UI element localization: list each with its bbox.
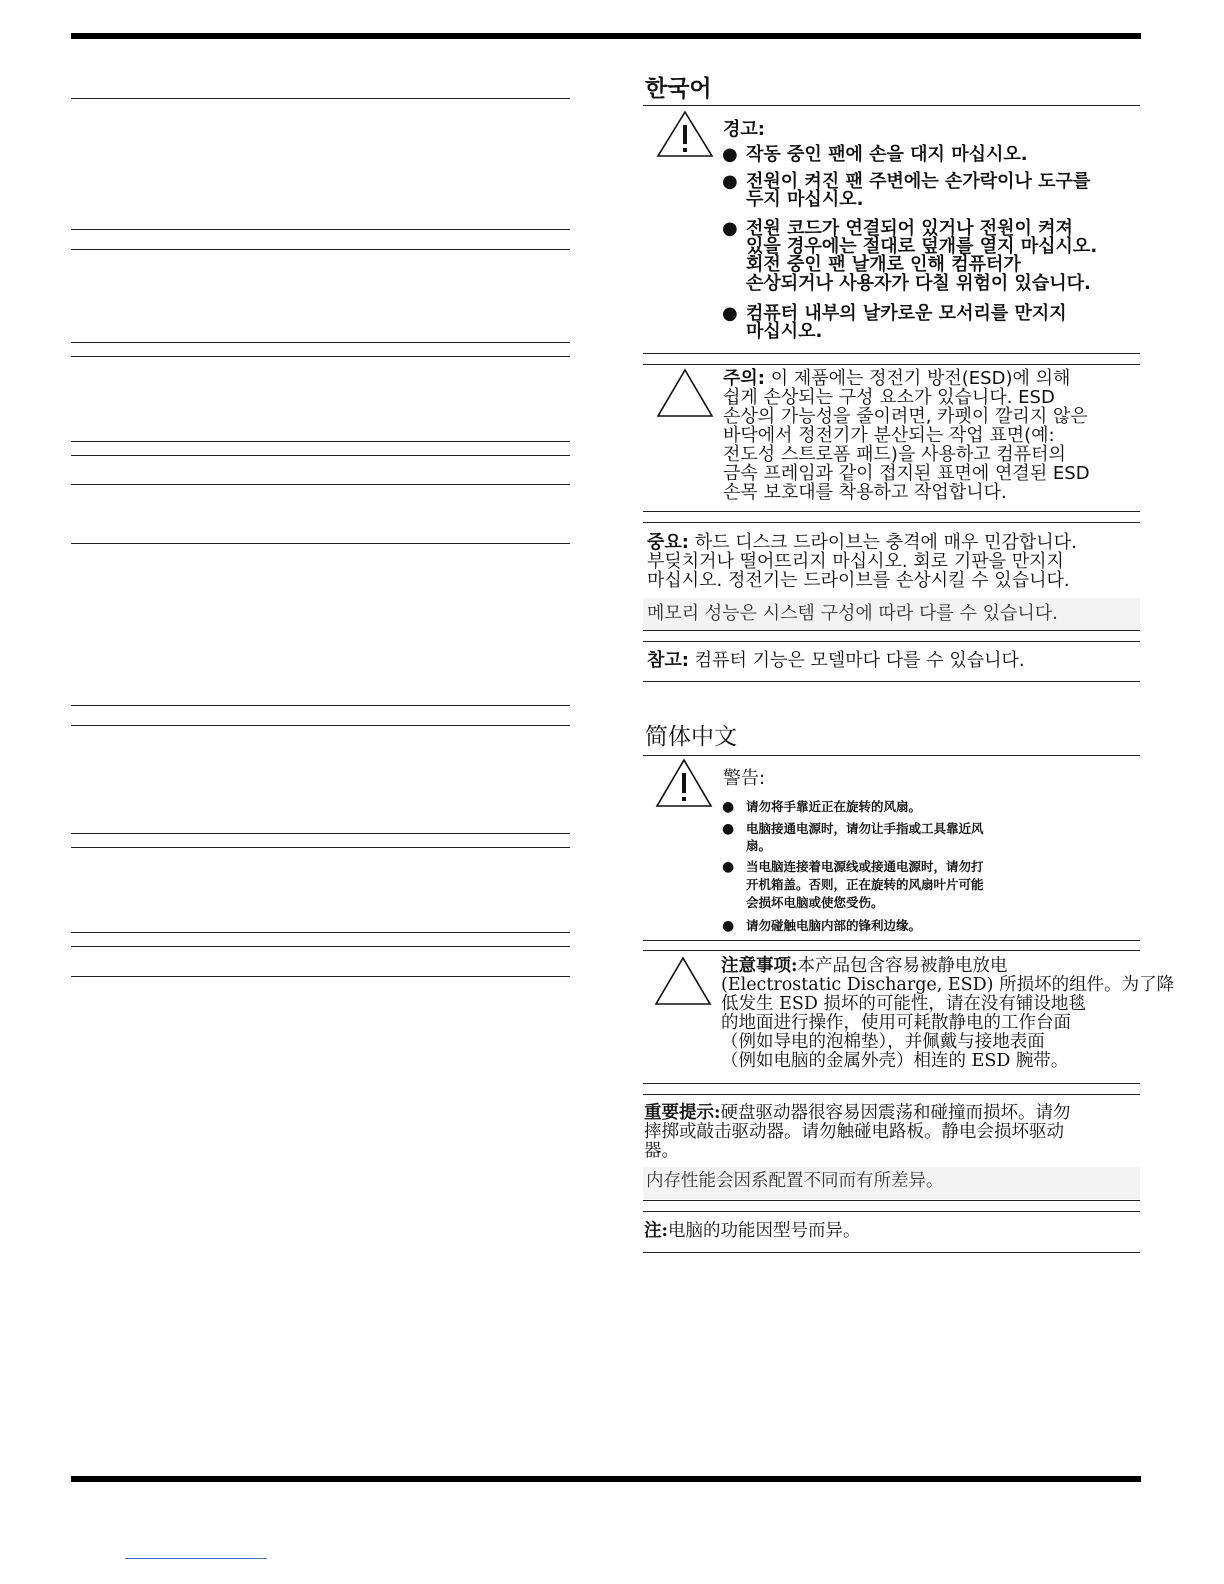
bullet-icon: ● xyxy=(722,218,738,239)
warning-exclamation-triangle-icon xyxy=(656,110,714,158)
section-rule xyxy=(643,1094,1140,1095)
chinese-warning-label: 警告: xyxy=(723,768,766,789)
chinese-warning-item-text: 会损坏电脑或使您受伤。 xyxy=(746,895,884,910)
caution-triangle-icon xyxy=(656,368,714,418)
chinese-warning-item-text: 请勿碰触电脑内部的锋利边缘。 xyxy=(746,918,922,933)
chinese-heading: 简体中文 xyxy=(645,724,737,750)
left-rule xyxy=(71,833,570,834)
chinese-warning-item-text: 开机箱盖。否则，正在旋转的风扇叶片可能 xyxy=(746,877,984,892)
korean-caution-line: 이 제품에는 정전기 방전(ESD)에 의해 xyxy=(770,368,1071,389)
korean-warning-item-text: 컴퓨터 내부의 날카로운 모서리를 만지지 xyxy=(746,303,1067,324)
chinese-caution-line: 低发生 ESD 损坏的可能性，请在没有铺设地毯 xyxy=(721,994,1086,1014)
chinese-caution-line: （例如电脑的金属外壳）相连的 ESD 腕带。 xyxy=(721,1051,1069,1071)
korean-caution-line: 손목 보호대를 착용하고 작업합니다. xyxy=(723,482,1007,503)
korean-warning-item-text: 전원이 켜진 팬 주변에는 손가락이나 도구를 xyxy=(746,171,1091,192)
korean-heading: 한국어 xyxy=(645,76,712,102)
section-rule xyxy=(643,353,1140,354)
footer-underline xyxy=(125,1558,267,1559)
korean-caution-line: 쉽게 손상되는 구성 요소가 있습니다. ESD xyxy=(723,387,1055,408)
section-rule xyxy=(643,681,1140,682)
korean-caution-line: 바닥에서 정전기가 분산되는 작업 표면(예: xyxy=(723,425,1055,446)
korean-note xyxy=(647,651,1025,670)
korean-note-text: 컴퓨터 기능은 모델마다 다를 수 있습니다. xyxy=(694,650,1025,671)
chinese-caution xyxy=(721,957,1174,1071)
left-rule xyxy=(71,441,570,442)
korean-caution-line: 전도성 스트로폼 패드)을 사용하고 컴퓨터의 xyxy=(723,444,1066,465)
korean-warning-label: 경고: xyxy=(723,119,765,140)
section-rule xyxy=(643,364,1140,365)
section-rule xyxy=(643,1252,1140,1253)
chinese-warning-item-text: 当电脑连接着电源线或接通电源时，请勿打 xyxy=(746,859,984,874)
chinese-important-line: 器。 xyxy=(644,1141,679,1161)
chinese-caution-label: 注意事项: xyxy=(721,956,798,976)
chinese-caution-line: 的地面进行操作，使用可耗散静电的工作台面 xyxy=(721,1013,1071,1033)
section-rule xyxy=(643,1200,1140,1201)
left-rule xyxy=(71,543,570,544)
section-rule xyxy=(643,105,1140,106)
section-rule xyxy=(643,1211,1140,1212)
left-rule xyxy=(71,847,570,848)
warning-exclamation-triangle-icon xyxy=(655,758,713,808)
bottom-rule xyxy=(71,1476,1141,1482)
section-rule xyxy=(643,755,1140,756)
chinese-warning-item-text: 扇。 xyxy=(746,838,772,853)
korean-warning-item-text: 작동 중인 팬에 손을 대지 마십시오. xyxy=(746,144,1028,165)
left-rule xyxy=(71,98,570,99)
bullet-icon: ● xyxy=(722,171,738,192)
korean-important-label: 중요: xyxy=(647,532,689,553)
bullet-icon: ● xyxy=(722,144,738,165)
korean-note-label: 참고: xyxy=(647,650,689,671)
chinese-warning-item-text: 请勿将手靠近正在旋转的风扇。 xyxy=(746,799,922,814)
section-rule xyxy=(643,511,1140,512)
korean-warning-item-text: 있을 경우에는 절대로 덮개를 열지 마십시오. xyxy=(746,236,1098,257)
caution-triangle-icon xyxy=(654,956,712,1006)
section-rule xyxy=(643,522,1140,523)
korean-caution-line: 금속 프레임과 같이 접지된 표면에 연결된 ESD xyxy=(723,463,1090,484)
bullet-icon: ● xyxy=(722,918,735,934)
left-rule xyxy=(71,455,570,456)
section-rule xyxy=(643,641,1140,642)
section-rule xyxy=(643,940,1140,941)
bullet-icon: ● xyxy=(722,303,738,324)
korean-memory-note: 메모리 성능은 시스템 구성에 따라 다를 수 있습니다. xyxy=(647,603,1058,624)
left-rule xyxy=(71,249,570,250)
korean-warning-item-text: 손상되거나 사용자가 다칠 위험이 있습니다. xyxy=(746,273,1091,294)
korean-important-line: 하드 디스크 드라이브는 충격에 매우 민감합니다. xyxy=(694,532,1077,553)
top-rule xyxy=(71,33,1141,39)
bullet-icon: ● xyxy=(722,821,735,837)
chinese-important-label: 重要提示: xyxy=(644,1103,721,1123)
section-rule xyxy=(643,630,1140,631)
bullet-icon: ● xyxy=(722,859,735,875)
chinese-note-text: 电脑的功能因型号而异。 xyxy=(667,1221,861,1241)
chinese-important-line: 摔掷或敲击驱动器。请勿触碰电路板。静电会损坏驱动 xyxy=(644,1122,1064,1142)
korean-important-line: 부딪치거나 떨어뜨리지 마십시오. 회로 기판을 만지지 xyxy=(647,551,1064,572)
chinese-important xyxy=(644,1104,1070,1161)
korean-warning-item-text: 전원 코드가 연결되어 있거나 전원이 켜져 xyxy=(746,218,1073,239)
korean-important-line: 마십시오. 정전기는 드라이브를 손상시킬 수 있습니다. xyxy=(647,570,1070,591)
chinese-caution-line: （例如导电的泡棉垫），并佩戴与接地表面 xyxy=(721,1032,1045,1052)
left-rule xyxy=(71,356,570,357)
chinese-note xyxy=(644,1222,860,1241)
left-rule xyxy=(71,484,570,485)
chinese-note-label: 注: xyxy=(644,1221,668,1241)
section-rule xyxy=(643,950,1140,951)
korean-caution xyxy=(723,369,1090,502)
korean-caution-line: 손상의 가능성을 줄이려면, 카펫이 깔리지 않은 xyxy=(723,406,1088,427)
korean-warning-item-text: 회전 중인 팬 날개로 인해 컴퓨터가 xyxy=(746,254,1021,275)
left-rule xyxy=(71,976,570,977)
chinese-caution-line: (Electrostatic Discharge, ESD) 所损坏的组件。为了降 xyxy=(721,975,1175,995)
korean-important xyxy=(647,533,1077,590)
korean-caution-label: 주의: xyxy=(723,368,765,389)
section-rule xyxy=(643,1083,1140,1084)
left-rule xyxy=(71,725,570,726)
left-rule xyxy=(71,946,570,947)
korean-warning-item-text: 두지 마십시오. xyxy=(746,189,864,210)
chinese-caution-line: 本产品包含容易被静电放电 xyxy=(797,956,1008,976)
bullet-icon: ● xyxy=(722,799,735,815)
chinese-important-line: 硬盘驱动器很容易因震荡和碰撞而损坏。请勿 xyxy=(720,1103,1071,1123)
left-rule xyxy=(71,932,570,933)
chinese-memory-note: 内存性能会因系配置不同而有所差异。 xyxy=(646,1171,944,1191)
left-rule xyxy=(71,229,570,230)
chinese-warning-item-text: 电脑接通电源时，请勿让手指或工具靠近风 xyxy=(746,821,984,836)
left-rule xyxy=(71,705,570,706)
left-rule xyxy=(71,342,570,343)
korean-warning-item-text: 마십시오. xyxy=(746,321,823,342)
